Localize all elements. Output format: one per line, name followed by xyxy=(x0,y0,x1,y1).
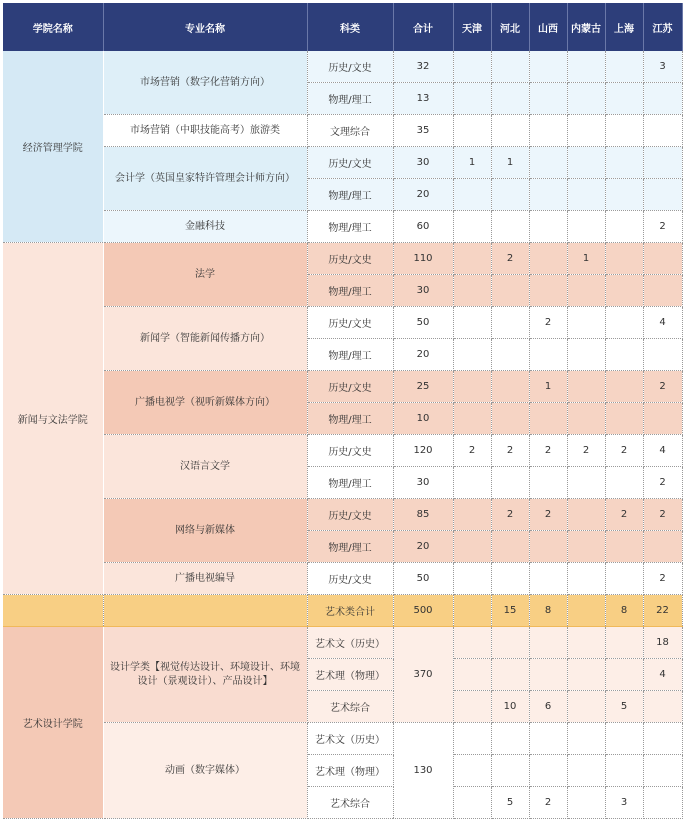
quota-cell: 2 xyxy=(529,787,567,819)
quota-cell xyxy=(529,275,567,307)
quota-cell xyxy=(491,723,529,755)
table-row xyxy=(3,371,682,403)
category-cell: 艺术理（物理） xyxy=(307,755,393,787)
quota-cell xyxy=(567,467,605,499)
quota-cell xyxy=(491,563,529,595)
empty-cell xyxy=(3,595,103,627)
admission-plan-table xyxy=(3,3,683,819)
quota-cell xyxy=(605,723,643,755)
quota-cell: 5 xyxy=(605,691,643,723)
quota-cell xyxy=(605,755,643,787)
category-cell: 物理/理工 xyxy=(307,83,393,115)
major-name: 新闻学（智能新闻传播方向） xyxy=(103,307,307,371)
quota-cell xyxy=(567,211,605,243)
quota-cell xyxy=(453,115,491,147)
quota-cell xyxy=(643,691,682,723)
quota-cell xyxy=(453,659,491,691)
quota-cell xyxy=(643,403,682,435)
col-header-shanghai: 上海 xyxy=(605,3,643,51)
quota-cell xyxy=(605,179,643,211)
quota-cell xyxy=(491,275,529,307)
total-cell: 20 xyxy=(393,531,453,563)
quota-cell: 3 xyxy=(643,51,682,83)
quota-cell: 22 xyxy=(643,595,682,627)
quota-cell xyxy=(491,627,529,659)
quota-cell: 2 xyxy=(567,435,605,467)
table-row xyxy=(3,147,682,179)
quota-cell xyxy=(453,403,491,435)
quota-cell: 2 xyxy=(643,563,682,595)
quota-cell xyxy=(491,339,529,371)
total-cell: 20 xyxy=(393,339,453,371)
quota-cell xyxy=(643,179,682,211)
quota-cell xyxy=(567,339,605,371)
major-name: 市场营销（中职技能高考）旅游类 xyxy=(103,115,307,147)
quota-cell xyxy=(453,499,491,531)
total-cell: 130 xyxy=(393,723,453,819)
quota-cell xyxy=(529,467,567,499)
category-cell: 物理/理工 xyxy=(307,467,393,499)
total-cell: 13 xyxy=(393,83,453,115)
quota-cell: 1 xyxy=(567,243,605,275)
quota-cell: 8 xyxy=(529,595,567,627)
table-row xyxy=(3,563,682,595)
total-cell: 85 xyxy=(393,499,453,531)
quota-cell: 1 xyxy=(491,147,529,179)
quota-cell: 6 xyxy=(529,691,567,723)
quota-cell: 2 xyxy=(491,435,529,467)
major-name: 设计学类【视觉传达设计、环境设计、环境设计（景观设计）、产品设计】 xyxy=(103,627,307,723)
quota-cell xyxy=(567,275,605,307)
category-cell: 历史/文史 xyxy=(307,243,393,275)
quota-cell xyxy=(491,51,529,83)
major-name: 会计学（英国皇家特许管理会计师方向） xyxy=(103,147,307,211)
quota-cell: 5 xyxy=(491,787,529,819)
quota-cell: 2 xyxy=(529,435,567,467)
quota-cell: 15 xyxy=(491,595,529,627)
quota-cell: 3 xyxy=(605,787,643,819)
quota-cell: 2 xyxy=(643,211,682,243)
quota-cell xyxy=(605,659,643,691)
quota-cell xyxy=(529,627,567,659)
college-name: 新闻与文法学院 xyxy=(3,243,103,595)
quota-cell xyxy=(491,371,529,403)
quota-cell xyxy=(529,531,567,563)
quota-cell xyxy=(567,179,605,211)
quota-cell xyxy=(643,723,682,755)
quota-cell xyxy=(605,51,643,83)
quota-cell xyxy=(567,691,605,723)
quota-cell xyxy=(605,211,643,243)
quota-cell xyxy=(529,659,567,691)
quota-cell xyxy=(529,51,567,83)
quota-cell: 10 xyxy=(491,691,529,723)
category-cell: 艺术理（物理） xyxy=(307,659,393,691)
quota-cell xyxy=(491,531,529,563)
quota-cell xyxy=(491,115,529,147)
quota-cell xyxy=(567,627,605,659)
quota-cell: 2 xyxy=(491,243,529,275)
total-cell: 32 xyxy=(393,51,453,83)
quota-cell xyxy=(605,467,643,499)
col-header-major: 专业名称 xyxy=(103,3,307,51)
table-row xyxy=(3,115,682,147)
quota-cell xyxy=(453,339,491,371)
quota-cell xyxy=(491,307,529,339)
quota-cell: 1 xyxy=(529,371,567,403)
quota-cell: 2 xyxy=(453,435,491,467)
quota-cell xyxy=(643,531,682,563)
category-cell: 历史/文史 xyxy=(307,147,393,179)
col-header-neimenggu: 内蒙古 xyxy=(567,3,605,51)
quota-cell xyxy=(491,211,529,243)
category-cell: 物理/理工 xyxy=(307,531,393,563)
quota-cell xyxy=(453,531,491,563)
category-cell: 物理/理工 xyxy=(307,403,393,435)
quota-cell xyxy=(643,83,682,115)
table-row xyxy=(3,51,682,83)
table-row xyxy=(3,243,682,275)
quota-cell xyxy=(567,531,605,563)
table-row xyxy=(3,499,682,531)
category-cell: 历史/文史 xyxy=(307,563,393,595)
table-row xyxy=(3,723,682,755)
quota-cell xyxy=(567,51,605,83)
col-header-shanxi: 山西 xyxy=(529,3,567,51)
total-cell: 35 xyxy=(393,115,453,147)
category-cell: 艺术文（历史） xyxy=(307,723,393,755)
quota-cell: 2 xyxy=(529,307,567,339)
category-cell: 历史/文史 xyxy=(307,307,393,339)
college-name: 经济管理学院 xyxy=(3,51,103,243)
quota-cell: 8 xyxy=(605,595,643,627)
art-total-row xyxy=(3,595,682,627)
header-row xyxy=(3,3,682,51)
quota-cell xyxy=(491,659,529,691)
quota-cell xyxy=(643,275,682,307)
quota-cell xyxy=(453,51,491,83)
quota-cell xyxy=(605,275,643,307)
quota-cell: 2 xyxy=(605,435,643,467)
major-name: 市场营销（数字化营销方向） xyxy=(103,51,307,115)
major-name: 动画（数字媒体） xyxy=(103,723,307,819)
total-cell: 30 xyxy=(393,147,453,179)
major-name: 金融科技 xyxy=(103,211,307,243)
quota-cell xyxy=(567,115,605,147)
category-cell: 历史/文史 xyxy=(307,51,393,83)
quota-cell: 4 xyxy=(643,307,682,339)
quota-cell xyxy=(529,147,567,179)
quota-cell: 4 xyxy=(643,435,682,467)
col-header-total: 合计 xyxy=(393,3,453,51)
category-cell: 物理/理工 xyxy=(307,211,393,243)
major-name: 网络与新媒体 xyxy=(103,499,307,563)
total-cell: 10 xyxy=(393,403,453,435)
category-cell: 历史/文史 xyxy=(307,371,393,403)
quota-cell xyxy=(567,659,605,691)
major-name: 法学 xyxy=(103,243,307,307)
quota-cell xyxy=(453,627,491,659)
quota-cell xyxy=(605,403,643,435)
quota-cell xyxy=(453,275,491,307)
category-cell: 历史/文史 xyxy=(307,435,393,467)
quota-cell xyxy=(605,115,643,147)
category-cell: 艺术综合 xyxy=(307,787,393,819)
col-header-tianjin: 天津 xyxy=(453,3,491,51)
quota-cell xyxy=(567,371,605,403)
quota-cell xyxy=(491,179,529,211)
category-cell: 艺术综合 xyxy=(307,691,393,723)
major-name: 广播电视编导 xyxy=(103,563,307,595)
quota-cell xyxy=(605,339,643,371)
major-name: 汉语言文学 xyxy=(103,435,307,499)
quota-cell xyxy=(453,563,491,595)
quota-cell: 2 xyxy=(643,499,682,531)
total-cell: 30 xyxy=(393,467,453,499)
total-cell: 20 xyxy=(393,179,453,211)
quota-cell xyxy=(605,307,643,339)
quota-cell xyxy=(491,83,529,115)
quota-cell: 1 xyxy=(453,147,491,179)
total-cell: 30 xyxy=(393,275,453,307)
total-cell: 500 xyxy=(393,595,453,627)
quota-cell xyxy=(529,211,567,243)
quota-cell xyxy=(567,307,605,339)
quota-cell xyxy=(529,563,567,595)
quota-cell xyxy=(453,467,491,499)
col-header-jiangsu: 江苏 xyxy=(643,3,682,51)
category-cell: 历史/文史 xyxy=(307,499,393,531)
quota-cell xyxy=(453,83,491,115)
total-cell: 110 xyxy=(393,243,453,275)
quota-cell xyxy=(567,499,605,531)
total-cell: 25 xyxy=(393,371,453,403)
quota-cell xyxy=(567,755,605,787)
major-name: 广播电视学（视听新媒体方向） xyxy=(103,371,307,435)
quota-cell xyxy=(453,723,491,755)
quota-cell xyxy=(453,371,491,403)
quota-cell xyxy=(529,723,567,755)
quota-cell xyxy=(529,243,567,275)
quota-cell xyxy=(605,371,643,403)
category-cell: 物理/理工 xyxy=(307,339,393,371)
category-cell: 文理综合 xyxy=(307,115,393,147)
quota-cell xyxy=(567,723,605,755)
quota-cell xyxy=(491,467,529,499)
quota-cell xyxy=(567,563,605,595)
quota-cell xyxy=(453,243,491,275)
quota-cell xyxy=(605,531,643,563)
col-header-college: 学院名称 xyxy=(3,3,103,51)
col-header-category: 科类 xyxy=(307,3,393,51)
quota-cell xyxy=(643,755,682,787)
quota-cell: 4 xyxy=(643,659,682,691)
quota-cell xyxy=(529,755,567,787)
quota-cell xyxy=(453,307,491,339)
quota-cell xyxy=(453,179,491,211)
table-row xyxy=(3,307,682,339)
total-cell: 60 xyxy=(393,211,453,243)
quota-cell xyxy=(529,403,567,435)
quota-cell: 18 xyxy=(643,627,682,659)
quota-cell xyxy=(491,403,529,435)
quota-cell xyxy=(453,595,491,627)
quota-cell: 2 xyxy=(605,499,643,531)
quota-cell xyxy=(491,755,529,787)
total-cell: 120 xyxy=(393,435,453,467)
quota-cell xyxy=(605,563,643,595)
quota-cell xyxy=(453,211,491,243)
table-row xyxy=(3,211,682,243)
quota-cell xyxy=(529,339,567,371)
quota-cell xyxy=(605,147,643,179)
category-cell: 艺术类合计 xyxy=(307,595,393,627)
quota-cell xyxy=(529,179,567,211)
quota-cell xyxy=(643,339,682,371)
quota-cell: 2 xyxy=(491,499,529,531)
category-cell: 物理/理工 xyxy=(307,179,393,211)
total-cell: 50 xyxy=(393,563,453,595)
quota-cell xyxy=(453,691,491,723)
quota-cell xyxy=(529,83,567,115)
quota-cell xyxy=(605,243,643,275)
quota-cell: 2 xyxy=(643,467,682,499)
quota-cell: 2 xyxy=(643,371,682,403)
category-cell: 艺术文（历史） xyxy=(307,627,393,659)
quota-cell xyxy=(643,115,682,147)
quota-cell xyxy=(605,83,643,115)
total-cell: 50 xyxy=(393,307,453,339)
col-header-hebei: 河北 xyxy=(491,3,529,51)
empty-cell xyxy=(103,595,307,627)
quota-cell xyxy=(605,627,643,659)
quota-cell xyxy=(567,147,605,179)
college-name: 艺术设计学院 xyxy=(3,627,103,819)
quota-cell xyxy=(453,755,491,787)
table-row xyxy=(3,627,682,659)
quota-cell: 2 xyxy=(529,499,567,531)
quota-cell xyxy=(567,403,605,435)
quota-cell xyxy=(567,83,605,115)
total-cell: 370 xyxy=(393,627,453,723)
table-row xyxy=(3,435,682,467)
quota-cell xyxy=(529,115,567,147)
category-cell: 物理/理工 xyxy=(307,275,393,307)
quota-cell xyxy=(643,147,682,179)
quota-cell xyxy=(643,243,682,275)
quota-cell xyxy=(567,595,605,627)
